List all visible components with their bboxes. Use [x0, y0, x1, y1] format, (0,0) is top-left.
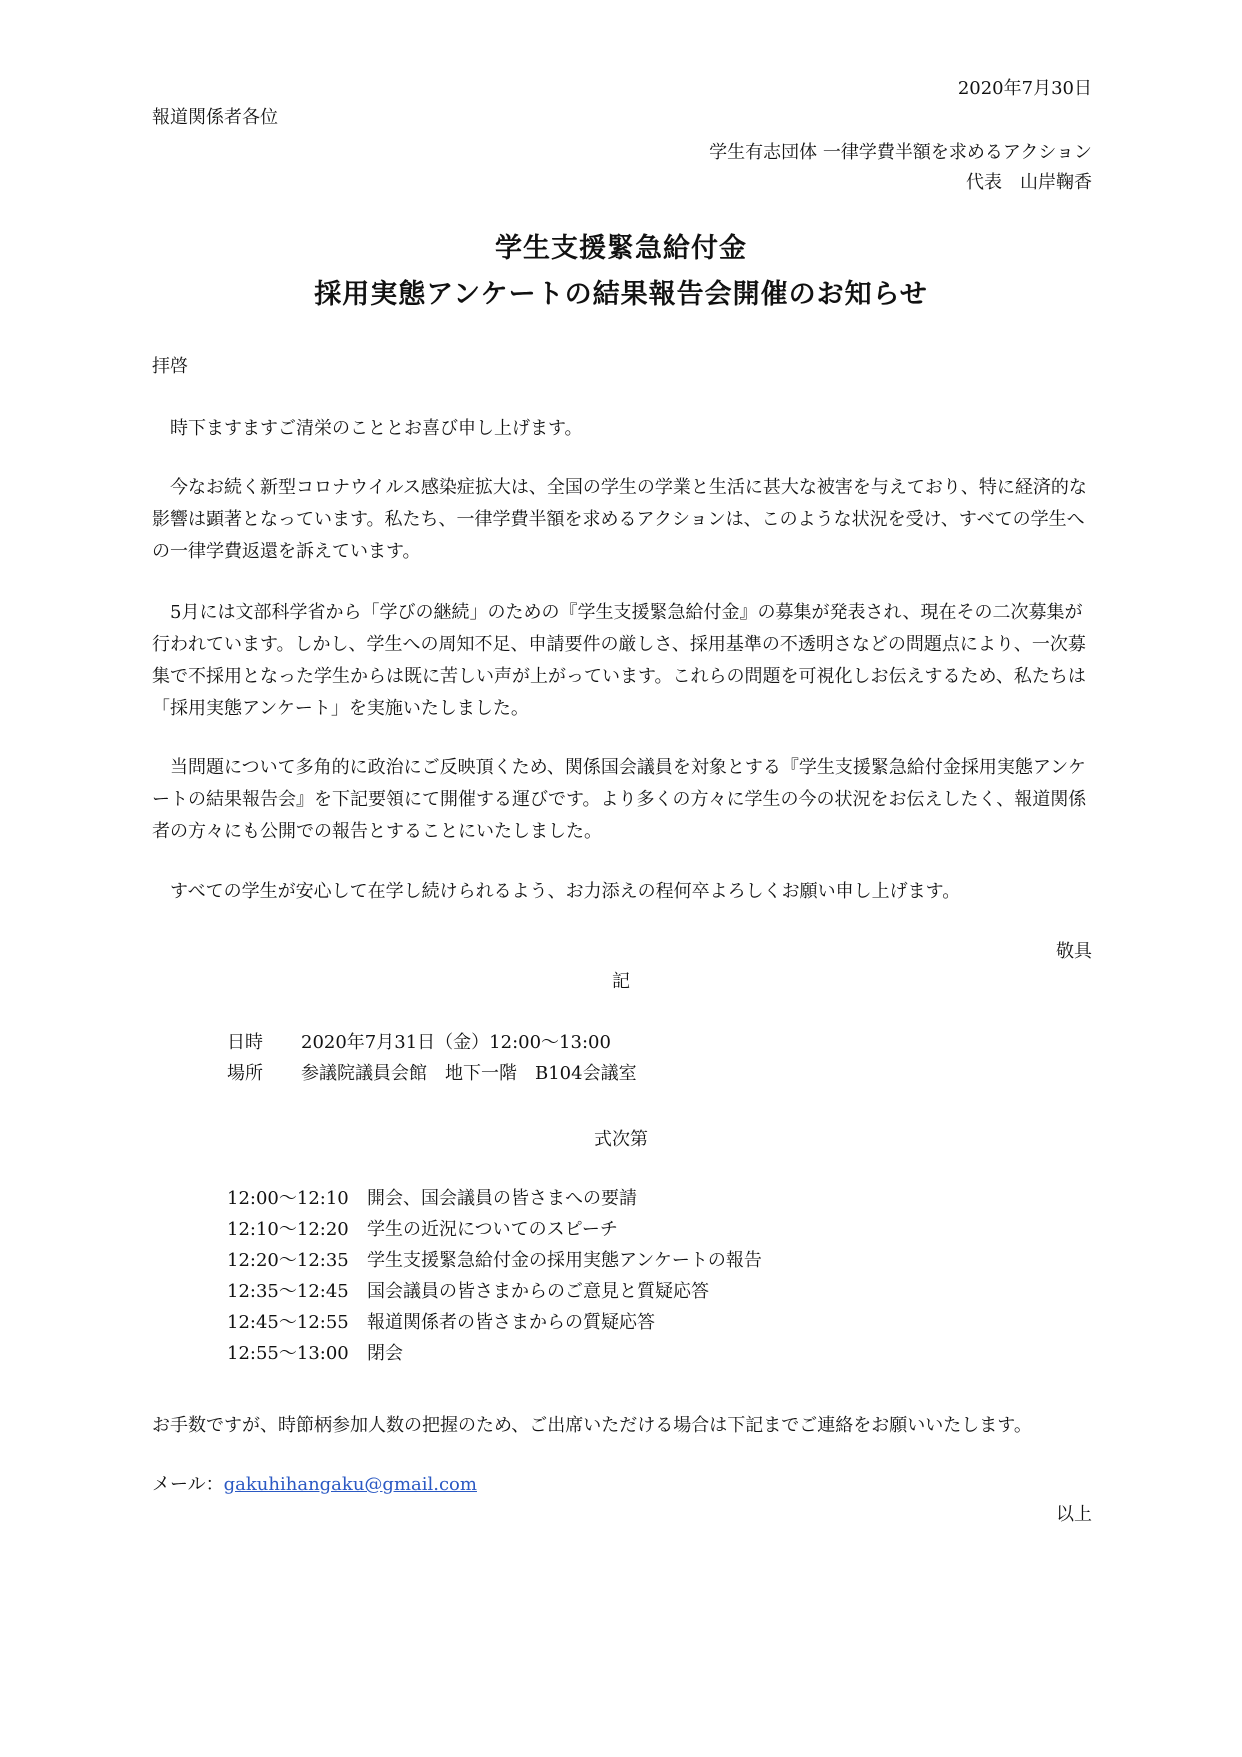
- program-time: 12:35〜12:45: [227, 1281, 349, 1302]
- addressee: 報道関係者各位: [152, 107, 278, 128]
- paragraph-3: [152, 597, 1092, 725]
- program-time: 12:55〜13:00: [227, 1343, 349, 1364]
- datetime-label: 日時: [227, 1032, 263, 1053]
- email-link[interactable]: gakuhihangaku@gmail.com: [223, 1474, 477, 1495]
- paragraph-text: 当問題について多角的に政治にご反映頂くため、関係国会議員を対象とする『学生支援緊急給付金採用実態アンケートの結果報告会』を下記要領にて開催する運びです。より多くの方々に学生の今の状況をお伝えしたく、報道関係者の方々にも公開での報告とすることにいたしました。: [152, 757, 1087, 842]
- paragraph-1: [152, 413, 1092, 445]
- datetime-value: 2020年7月31日（金）12:00〜13:00: [301, 1032, 611, 1053]
- program-row: [227, 1338, 762, 1369]
- program-heading: 式次第: [594, 1129, 648, 1150]
- place-value: 参議院議員会館 地下一階 B104会議室: [301, 1063, 637, 1084]
- paragraph-text: 時下ますますご清栄のこととお喜び申し上げます。: [170, 418, 583, 439]
- title-line-1: 学生支援緊急給付金: [495, 233, 747, 264]
- paragraph-2: [152, 472, 1092, 568]
- email-label: メール：: [152, 1474, 224, 1495]
- record-heading: 記: [612, 971, 630, 992]
- program-time: 12:10〜12:20: [227, 1219, 349, 1240]
- program-list: [227, 1183, 762, 1369]
- program-time: 12:45〜12:55: [227, 1312, 349, 1333]
- rsvp-paragraph: [152, 1410, 1092, 1442]
- closing-keigu: 敬具: [1056, 941, 1092, 962]
- event-info: [227, 1027, 637, 1089]
- program-time: 12:00〜12:10: [227, 1188, 349, 1209]
- program-row: [227, 1245, 762, 1276]
- paragraph-text: 5月には文部科学省から「学びの継続」のための『学生支援緊急給付金』の募集が発表され、現在その二次募集が行われています。しかし、学生への周知不足、申請要件の厳しさ、採用基準の不透明さなどの問題点により、一次募集で不採用となった学生からは既に苦しい声が上がっています。これらの問題を可視化しお伝えするため、私たちは「採用実態アンケート」を実施いたしました。: [152, 602, 1086, 719]
- program-row: [227, 1307, 762, 1338]
- email-line: [152, 1470, 477, 1500]
- place-label: 場所: [227, 1063, 263, 1084]
- paragraph-text: すべての学生が安心して在学し続けられるよう、お力添えの程何卒よろしくお願い申し上げます。: [170, 881, 961, 902]
- program-item: 学生支援緊急給付金の採用実態アンケートの報告: [367, 1250, 762, 1271]
- program-time: 12:20〜12:35: [227, 1250, 349, 1271]
- program-row: [227, 1183, 762, 1214]
- representative-name: 代表 山岸鞠香: [966, 172, 1092, 193]
- document-date: 2020年7月30日: [957, 78, 1092, 99]
- program-item: 開会、国会議員の皆さまへの要請: [367, 1188, 637, 1209]
- program-item: 閉会: [367, 1343, 403, 1364]
- rsvp-text: お手数ですが、時節柄参加人数の把握のため、ご出席いただける場合は下記までご連絡をお願いいたします。: [152, 1415, 1032, 1436]
- program-row: [227, 1276, 762, 1307]
- program-row: [227, 1214, 762, 1245]
- event-place-row: [227, 1058, 637, 1089]
- program-item: 学生の近況についてのスピーチ: [367, 1219, 618, 1240]
- program-item: 国会議員の皆さまからのご意見と質疑応答: [367, 1281, 709, 1302]
- event-datetime-row: [227, 1027, 637, 1058]
- closing-ijou: 以上: [1056, 1504, 1092, 1525]
- paragraph-4: [152, 752, 1092, 848]
- organization-name: 学生有志団体 一律学費半額を求めるアクション: [709, 142, 1092, 163]
- paragraph-5: [152, 876, 1092, 908]
- program-item: 報道関係者の皆さまからの質疑応答: [367, 1312, 655, 1333]
- paragraph-text: 今なお続く新型コロナウイルス感染症拡大は、全国の学生の学業と生活に甚大な被害を与えており、特に経済的な影響は顕著となっています。私たち、一律学費半額を求めるアクションは、このような状況を受け、すべての学生への一律学費返還を訴えています。: [152, 477, 1087, 562]
- title-line-2: 採用実態アンケートの結果報告会開催のお知らせ: [314, 279, 928, 310]
- salutation: 拝啓: [152, 356, 188, 377]
